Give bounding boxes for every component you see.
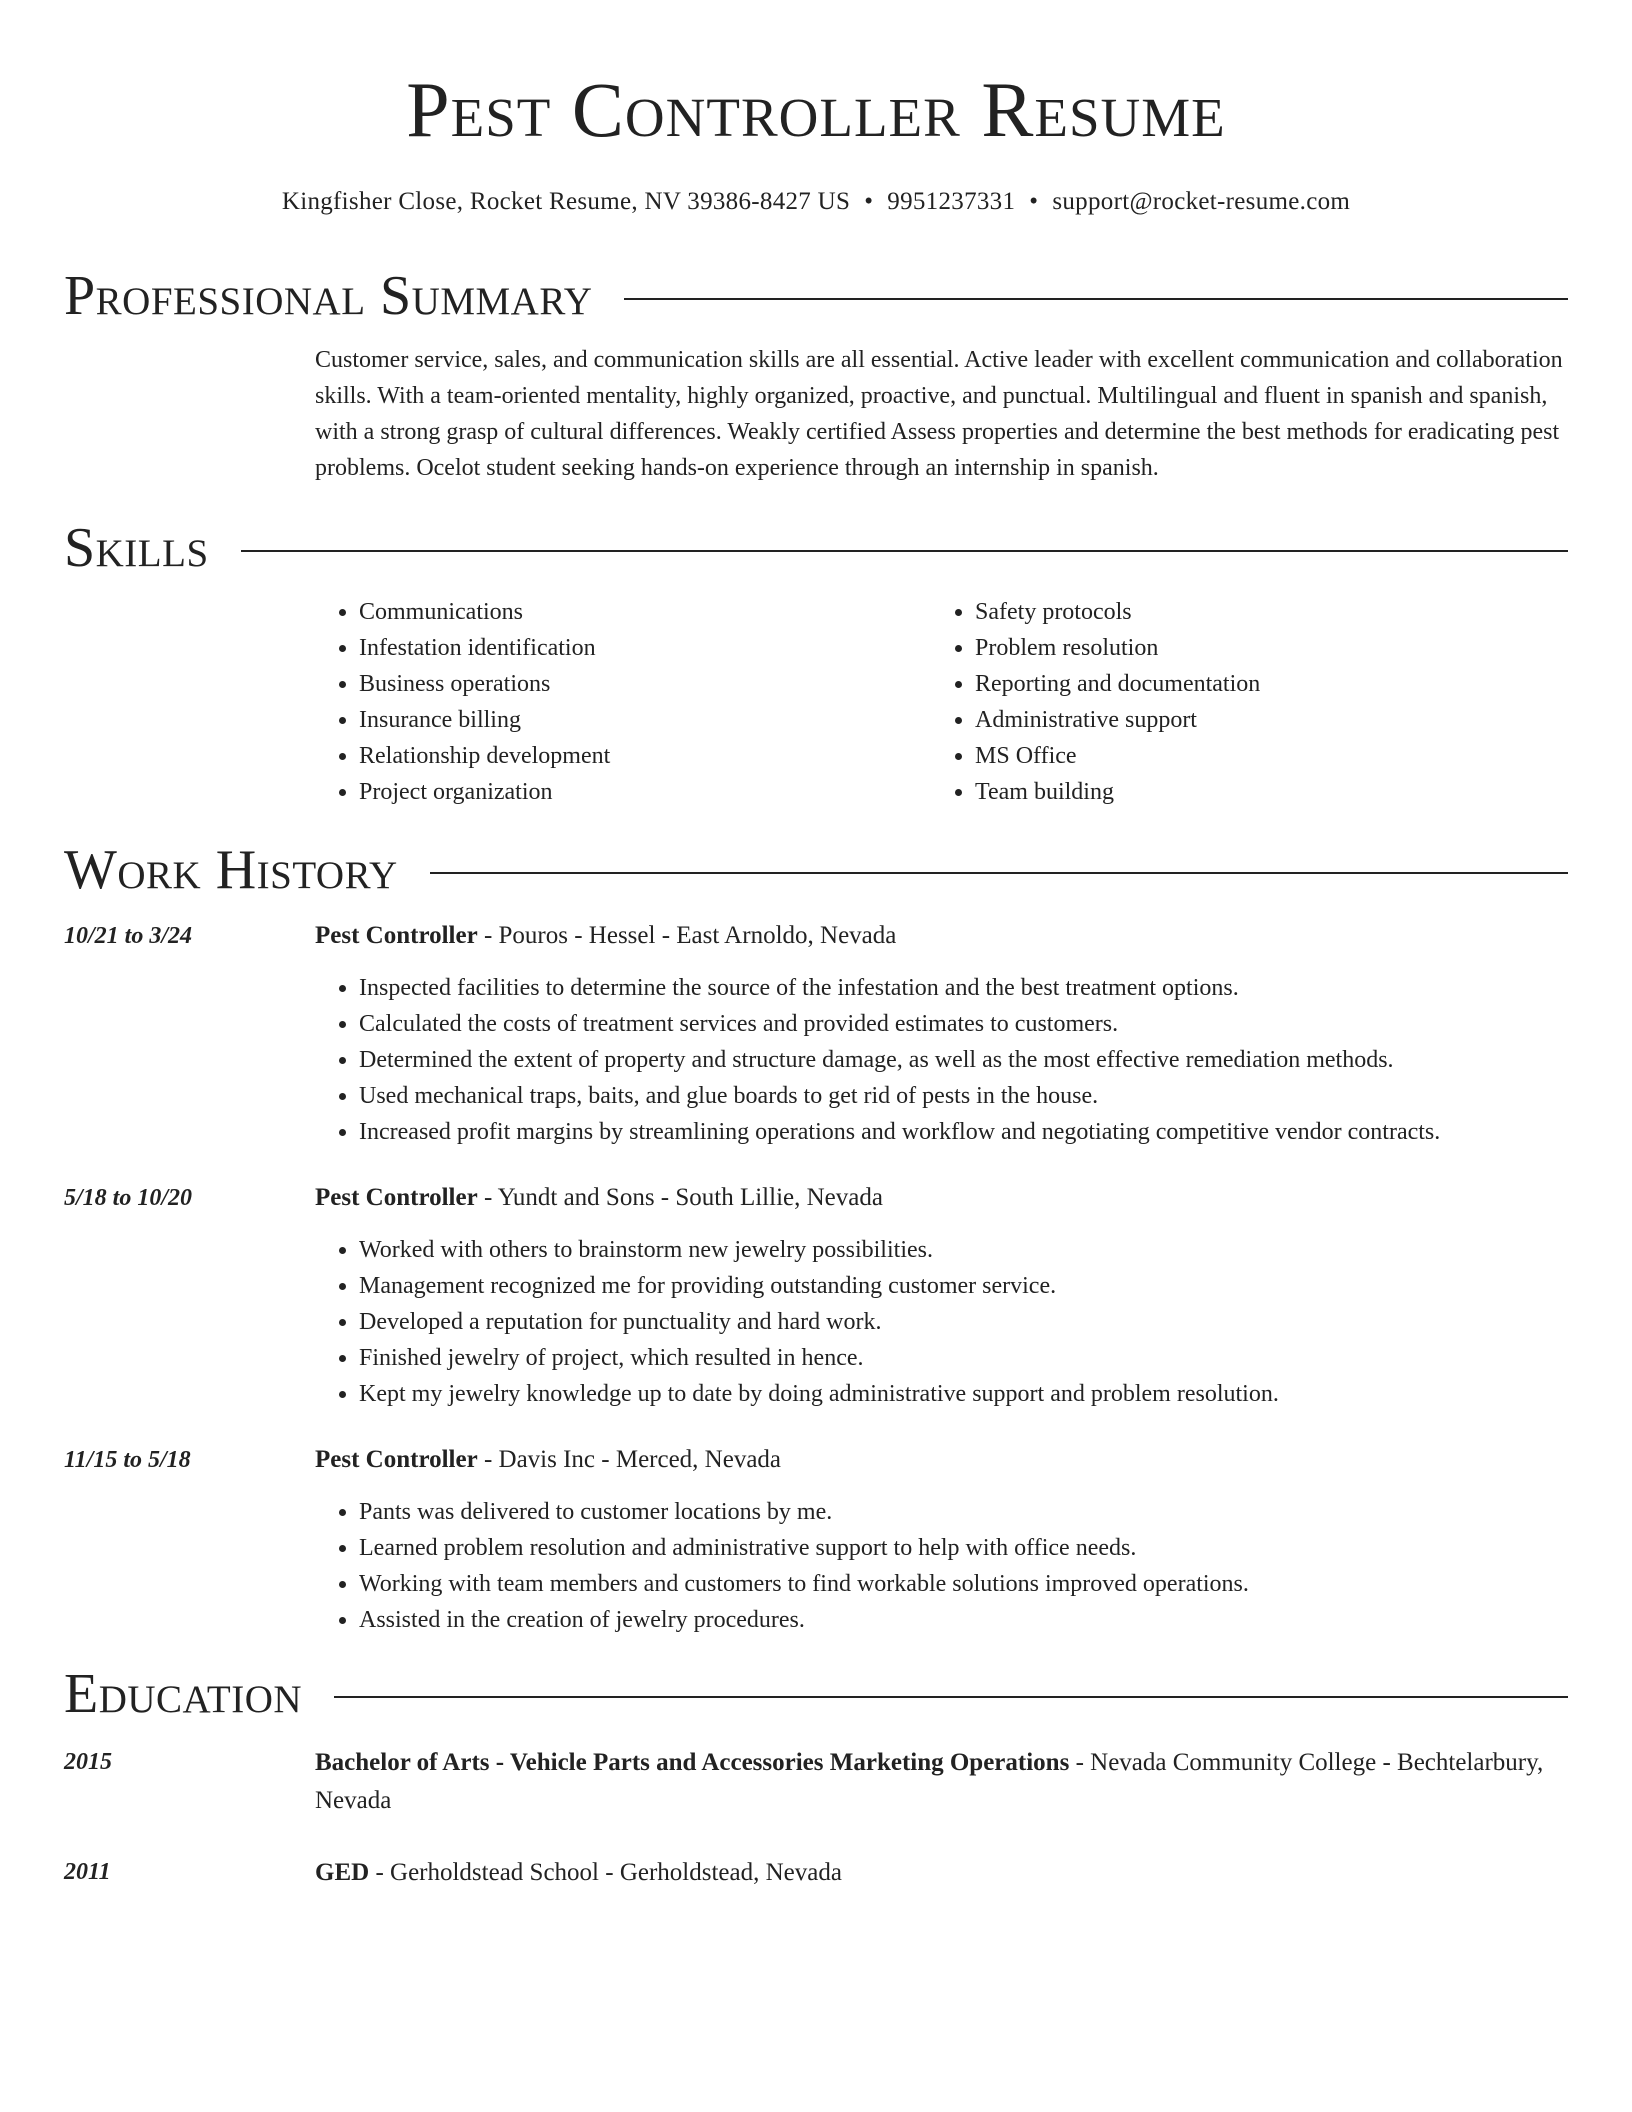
job-bullet: • Used mechanical traps, baits, and glue boards to get rid of pests in the house. bbox=[359, 1078, 1568, 1114]
education-entry bbox=[64, 1854, 1568, 1892]
job-bullet: • Inspected facilities to determine the source of the infestation and the best treatment options. bbox=[359, 970, 1568, 1006]
summary-text: Customer service, sales, and communication skills are all essential. Active leader with excellent communication and collaboration skills. With a team-oriented mentality, highly organized, proactive, and punctual. Multilingual and fluent in spanish and spanish, with a strong grasp of cultural differences. Weakly certified Assess properties and determine the best methods for eradicating pest problems. Ocelot student seeking hands-on experience through an internship in spanish. bbox=[315, 347, 1563, 481]
education-heading: Education bbox=[64, 1663, 303, 1725]
work-heading: Work History bbox=[64, 839, 398, 901]
contact-separator: • bbox=[1029, 188, 1039, 215]
job-bullet: • Increased profit margins by streamlining operations and workflow and negotiating competitive vendor contracts. bbox=[359, 1114, 1568, 1150]
contact-separator: • bbox=[864, 188, 874, 215]
job-employer: - Pouros - Hessel - East Arnoldo, Nevada bbox=[477, 922, 897, 949]
skill-item: • Safety protocols bbox=[975, 594, 1547, 630]
job-bullets bbox=[315, 1232, 1568, 1412]
job-role: Pest Controller bbox=[315, 1184, 478, 1211]
skill-item: • Project organization bbox=[359, 774, 931, 810]
education-school: - Nevada Community College - Bechtelarbury, Nevada bbox=[315, 1749, 1544, 1814]
skill-item: • Administrative support bbox=[975, 702, 1547, 738]
skill-item: • Insurance billing bbox=[359, 702, 931, 738]
job-bullets bbox=[315, 970, 1568, 1150]
job-bullet: • Assisted in the creation of jewelry procedures. bbox=[359, 1602, 1568, 1638]
education-degree: Bachelor of Arts - Vehicle Parts and Accessories Marketing Operations bbox=[315, 1749, 1070, 1776]
job-title-line bbox=[315, 1442, 1568, 1478]
skill-item: • Infestation identification bbox=[359, 630, 931, 666]
contact-line bbox=[64, 186, 1568, 218]
skills-heading: Skills bbox=[64, 517, 209, 579]
job-bullet: • Pants was delivered to customer locations by me. bbox=[359, 1494, 1568, 1530]
skill-item: • MS Office bbox=[975, 738, 1547, 774]
skills-list bbox=[315, 594, 1568, 810]
job-bullet: • Learned problem resolution and administrative support to help with office needs. bbox=[359, 1530, 1568, 1566]
skills-column-left bbox=[315, 594, 931, 810]
education-entry bbox=[64, 1744, 1568, 1820]
job-bullet: • Working with team members and customers to find workable solutions improved operations. bbox=[359, 1566, 1568, 1602]
job-entry bbox=[64, 1180, 1568, 1412]
education-school: - Gerholdstead School - Gerholdstead, Nevada bbox=[369, 1859, 842, 1886]
summary-heading: Professional Summary bbox=[64, 265, 593, 327]
job-dates: 10/21 to 3/24 bbox=[64, 923, 193, 949]
education-year: 2011 bbox=[64, 1859, 111, 1885]
skill-item: • Communications bbox=[359, 594, 931, 630]
skill-item: • Relationship development bbox=[359, 738, 931, 774]
skills-column-right bbox=[931, 594, 1547, 810]
contact-phone: 9951237331 bbox=[887, 188, 1016, 215]
job-body bbox=[315, 1180, 1568, 1412]
summary-section-header bbox=[64, 264, 1568, 328]
job-title-line bbox=[315, 1180, 1568, 1216]
section-divider bbox=[334, 1696, 1568, 1698]
job-role: Pest Controller bbox=[315, 922, 478, 949]
job-employer: - Yundt and Sons - South Lillie, Nevada bbox=[477, 1184, 883, 1211]
job-employer: - Davis Inc - Merced, Nevada bbox=[477, 1446, 782, 1473]
education-section-header bbox=[64, 1662, 1568, 1726]
job-body bbox=[315, 918, 1568, 1150]
job-entry bbox=[64, 918, 1568, 1150]
education-body bbox=[315, 1744, 1568, 1820]
job-bullet: • Worked with others to brainstorm new jewelry possibilities. bbox=[359, 1232, 1568, 1268]
job-entry bbox=[64, 1442, 1568, 1638]
job-title-line bbox=[315, 918, 1568, 954]
job-bullet: • Management recognized me for providing outstanding customer service. bbox=[359, 1268, 1568, 1304]
section-divider bbox=[241, 550, 1568, 552]
work-section-header bbox=[64, 838, 1568, 902]
contact-email: support@rocket-resume.com bbox=[1052, 188, 1351, 215]
job-bullet: • Finished jewelry of project, which resulted in hence. bbox=[359, 1340, 1568, 1376]
skill-item: • Business operations bbox=[359, 666, 931, 702]
job-dates: 5/18 to 10/20 bbox=[64, 1185, 193, 1211]
section-divider bbox=[430, 872, 1568, 874]
skill-item: • Problem resolution bbox=[975, 630, 1547, 666]
education-degree: GED bbox=[315, 1859, 370, 1886]
job-body bbox=[315, 1442, 1568, 1638]
skill-item: • Team building bbox=[975, 774, 1547, 810]
section-divider bbox=[624, 298, 1568, 300]
contact-address: Kingfisher Close, Rocket Resume, NV 39386-8427 US bbox=[281, 188, 851, 215]
education-body bbox=[315, 1854, 1568, 1892]
education-year: 2015 bbox=[64, 1749, 112, 1775]
job-role: Pest Controller bbox=[315, 1446, 478, 1473]
skills-section-header bbox=[64, 516, 1568, 580]
job-bullet: • Kept my jewelry knowledge up to date by doing administrative support and problem resolution. bbox=[359, 1376, 1568, 1412]
job-dates: 11/15 to 5/18 bbox=[64, 1447, 191, 1473]
resume-title: Pest Controller Resume bbox=[406, 66, 1226, 153]
job-bullet: • Developed a reputation for punctuality and hard work. bbox=[359, 1304, 1568, 1340]
job-bullets bbox=[315, 1494, 1568, 1638]
job-bullet: • Determined the extent of property and structure damage, as well as the most effective remediation methods. bbox=[359, 1042, 1568, 1078]
skill-item: • Reporting and documentation bbox=[975, 666, 1547, 702]
job-bullet: • Calculated the costs of treatment services and provided estimates to customers. bbox=[359, 1006, 1568, 1042]
